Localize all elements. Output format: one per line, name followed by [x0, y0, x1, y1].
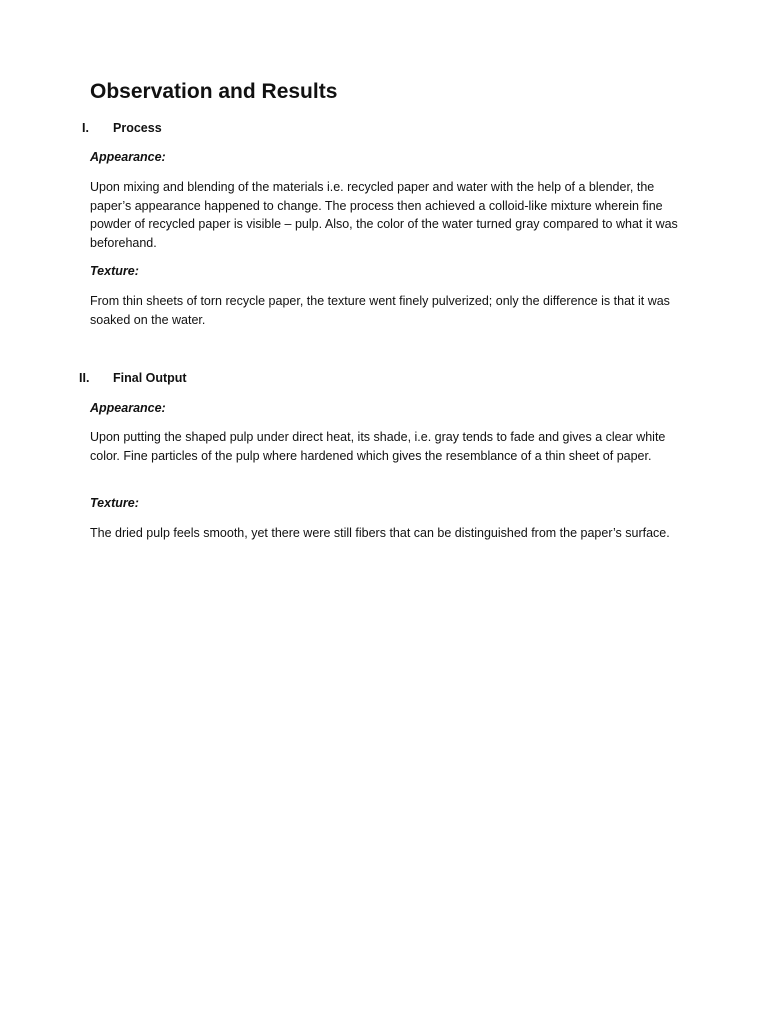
- section-numeral: I.: [82, 121, 89, 135]
- appearance-label: Appearance:: [90, 401, 166, 415]
- appearance-paragraph: Upon putting the shaped pulp under direct heat, its shade, i.e. gray tends to fade and gives a clear white color. Fine particles of the pulp where hardened which gives the resemblance of a thin sheet of paper.: [90, 430, 666, 463]
- section-label: Process: [113, 121, 162, 135]
- section-numeral: II.: [79, 371, 90, 385]
- appearance-label: Appearance:: [90, 150, 166, 164]
- texture-paragraph: The dried pulp feels smooth, yet there were still fibers that can be distinguished from the paper’s surface.: [90, 526, 670, 540]
- texture-label: Texture:: [90, 264, 139, 278]
- texture-paragraph: From thin sheets of torn recycle paper, the texture went finely pulverized; only the difference is that it was soaked on the water.: [90, 294, 670, 327]
- section-label: Final Output: [113, 371, 187, 385]
- appearance-paragraph: Upon mixing and blending of the materials i.e. recycled paper and water with the help of a blender, the paper’s appearance happened to change. The process then achieved a colloid-like mixture wherein fine powder of recycled paper is visible – pulp. Also, the color of the water turned gray compared to what it was beforehand.: [90, 180, 678, 250]
- page-title: Observation and Results: [90, 80, 338, 103]
- texture-label: Texture:: [90, 496, 139, 510]
